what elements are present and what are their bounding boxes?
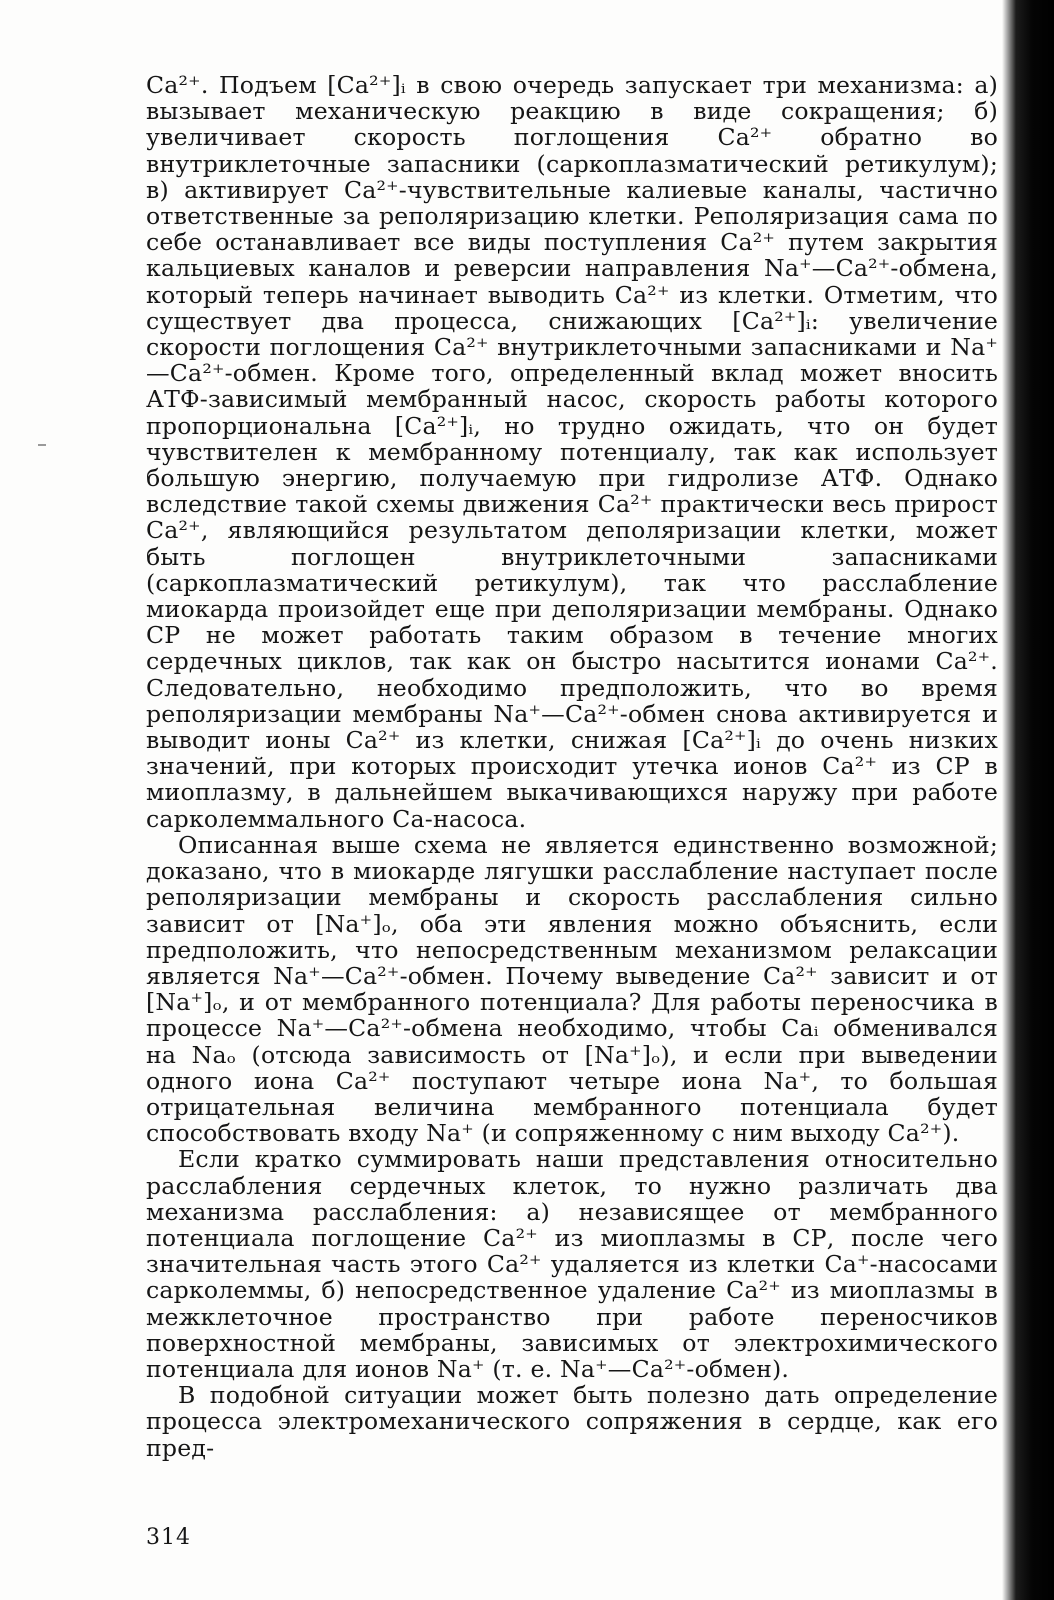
scan-artifact-mark [38,444,46,446]
body-text [146,72,998,1461]
paragraph-3: Если кратко суммировать наши представления относительно расслабления сердечных клеток, то нужно различать два механизма расслабления: а) независящее от мембранного потенциала поглощение Ca²⁺ из миоплазмы в СР, после чего значительная часть этого Ca²⁺ удаляется из клетки Ca⁺-насосами сарколеммы, б) непосредственное удаление Ca²⁺ из миоплазмы в межклеточное пространство при работе переносчиков поверхностной мембраны, зависимых от электрохимического потенциала для ионов Na⁺ (т. е. Na⁺—Ca²⁺-обмен). [146,1145,998,1383]
paragraph-2: Описанная выше схема не является единственно возможной; доказано, что в миокарде лягушки расслабление наступает после реполяризации мембраны и скорость расслабления сильно зависит от [Na⁺]ₒ, оба эти явления можно объяснить, если предположить, что непосредственным механизмом релаксации является Na⁺—Ca²⁺-обмен. Почему выведение Ca²⁺ зависит и от [Na⁺]ₒ, и от мембранного потенциала? Для работы переносчика в процессе Na⁺—Ca²⁺-обмена необходимо, чтобы Caᵢ обменивался на Naₒ (отсюда зависимость от [Na⁺]ₒ), и если при выведении одного иона Ca²⁺ поступают четыре иона Na⁺, то большая отрицательная величина мембранного потенциала будет способствовать входу Na⁺ (и сопряженному с ним выходу Ca²⁺). [146,830,998,1148]
scan-binding-shadow [1002,0,1054,1600]
page-number: 314 [146,1525,191,1550]
paragraph-1: Ca²⁺. Подъем [Ca²⁺]ᵢ в свою очередь запускает три механизма: а) вызывает механическую реакцию в виде сокращения; б) увеличивает скорость поглощения Ca²⁺ обратно во внутриклеточные запасники (саркоплазматический ретикулум); в) активирует Ca²⁺-чувствительные калиевые каналы, частично ответственные за реполяризацию клетки. Реполяризация сама по себе останавливает все виды поступления Ca²⁺ путем закрытия кальциевых каналов и реверсии направления Na⁺—Ca²⁺-обмена, который теперь начинает выводить Ca²⁺ из клетки. Отметим, что существует два процесса, снижающих [Ca²⁺]ᵢ: увеличение скорости поглощения Ca²⁺ внутриклеточными запасниками и Na⁺—Ca²⁺-обмен. Кроме того, определенный вклад может вносить АТФ-зависимый мембранный насос, скорость работы которого пропорциональна [Ca²⁺]ᵢ, но трудно ожидать, что он будет чувствителен к мембранному потенциалу, так как использует большую энергию, получаемую при гидролизе АТФ. Однако вследствие такой схемы движения Ca²⁺ практически весь прирост Ca²⁺, являющийся результатом деполяризации клетки, может быть поглощен внутриклеточными запасниками (саркоплазматический ретикулум), так что расслабление миокарда произойдет еще при деполяризации мембраны. Однако СР не может работать таким образом в течение многих сердечных циклов, так как он быстро насытится ионами Ca²⁺. Следовательно, необходимо предположить, что во время реполяризации мембраны Na⁺—Ca²⁺-обмен снова активируется и выводит ионы Ca²⁺ из клетки, снижая [Ca²⁺]ᵢ до очень низких значений, при которых происходит утечка ионов Ca²⁺ из СР в миоплазму, в дальнейшем выкачивающихся наружу при работе сарколеммального Ca-насоса. [146,71,998,833]
paragraph-4: В подобной ситуации может быть полезно дать определение процесса электромеханического сопряжения в сердце, как его пред- [146,1381,998,1462]
